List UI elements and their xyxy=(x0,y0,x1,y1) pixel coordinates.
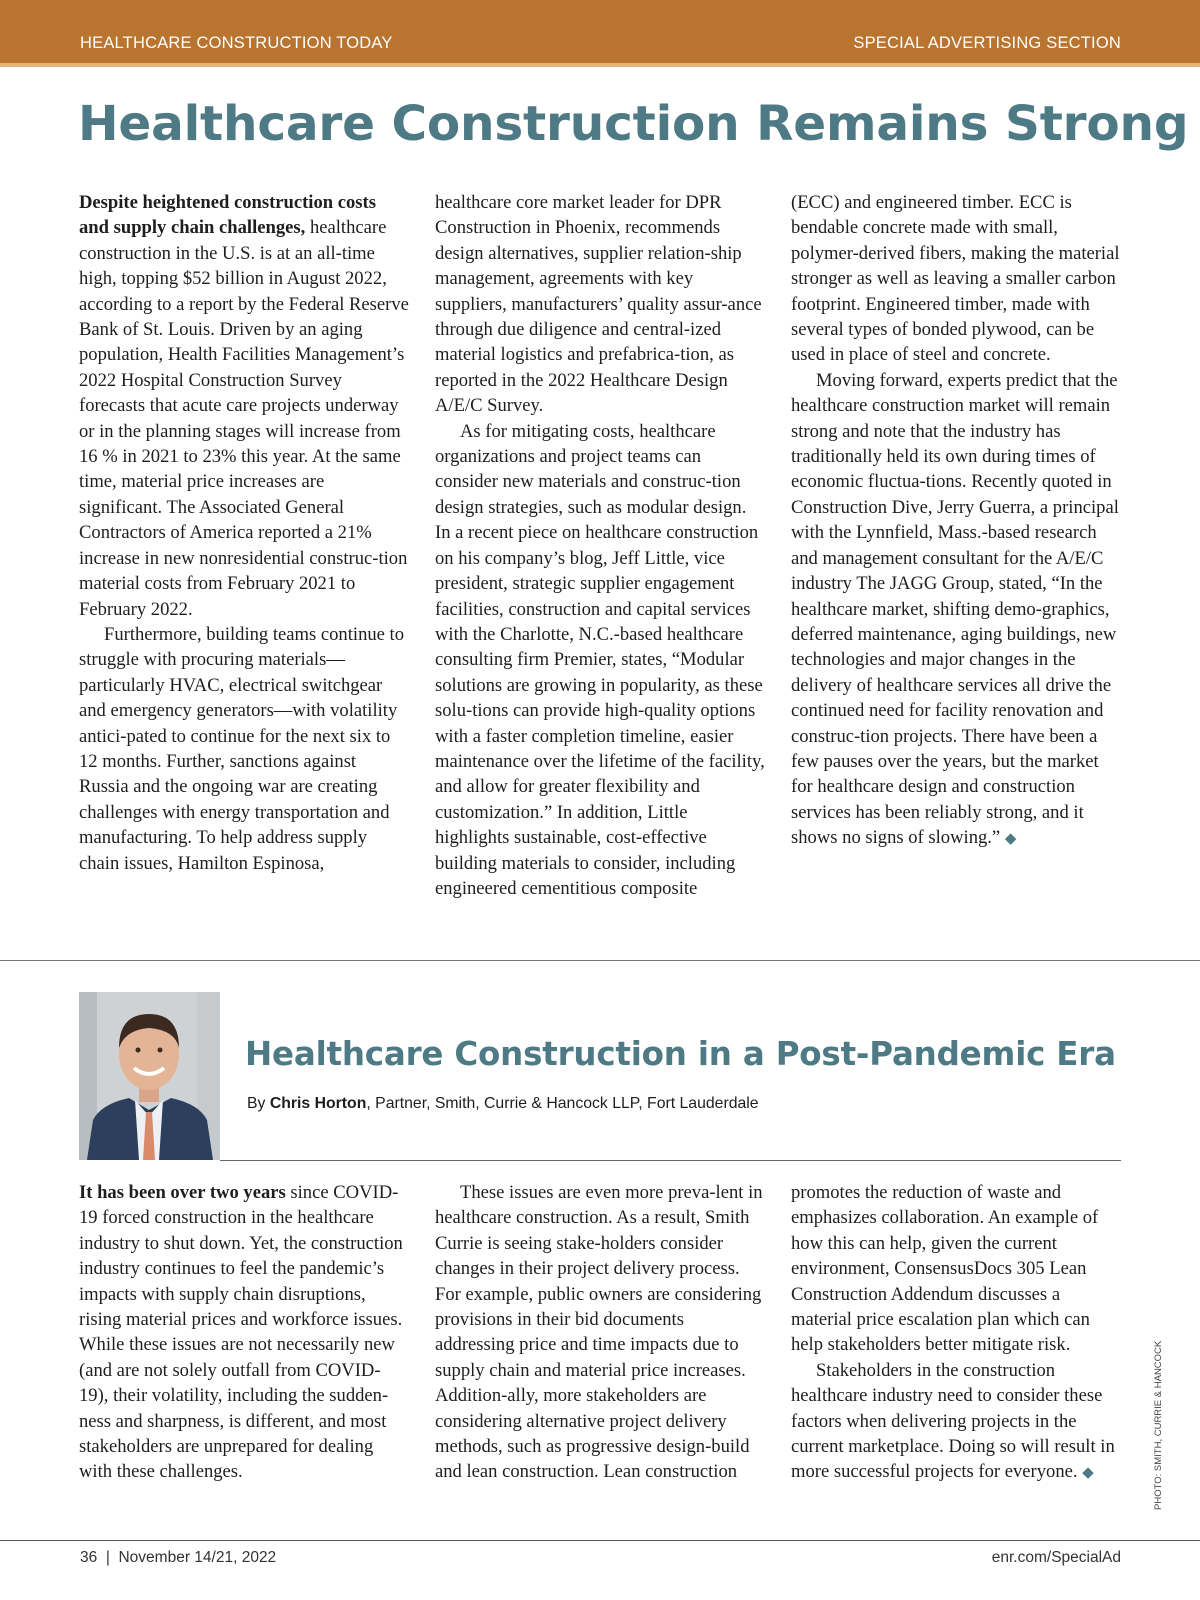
paragraph xyxy=(791,368,1121,853)
paragraph-text: healthcare construction in the U.S. is at an all-time high, topping $52 billion in August 2022, according to a report by the Federal Reserve Bank of St. Louis. Driven by an aging population, Health Facilities Management’s 2022 Hospital Construction Survey forecasts that acute care projects underway or in the planning stages will increase from 16 % in 2021 to 23% this year. At the same time, material price increases are significant. The Associated General Contractors of America reported a 21% increase in new nonresidential construc-tion material costs from February 2021 to February 2022. xyxy=(79,217,409,620)
paragraph: promotes the reduction of waste and emphasizes collaboration. An example of how this can help, given the current environment, ConsensusDocs 305 Lean Construction Addendum discusses a material price escalation plan which can help stakeholders better mitigate risk. xyxy=(791,1182,1099,1356)
author-affiliation: , Partner, Smith, Currie & Hancock LLP, Fort Lauderdale xyxy=(366,1095,759,1112)
lead-in: Despite heightened construction costs and supply chain challenges, xyxy=(79,192,376,239)
author-name: Chris Horton xyxy=(269,1095,367,1112)
page-folio: 36 | November 14/21, 2022 xyxy=(80,1549,277,1566)
footer-url: enr.com/SpecialAd xyxy=(991,1549,1121,1566)
paragraph-text: Stakeholders in the construction healthcare industry need to consider these factors when delivering projects in the current marketplace. Doing so will result in more successful projects for everyone. xyxy=(791,1359,1115,1483)
byline xyxy=(247,1095,759,1113)
column-1 xyxy=(79,190,409,901)
paragraph xyxy=(791,1358,1121,1487)
paragraph xyxy=(79,190,409,622)
paragraph xyxy=(79,1180,409,1485)
byline-prefix: By xyxy=(247,1095,270,1112)
article-headline: Healthcare Construction Remains Strong xyxy=(78,96,1189,152)
end-mark-icon: ◆ xyxy=(1004,831,1017,848)
article-subheadline: Healthcare Construction in a Post-Pandemic Era xyxy=(245,1035,1116,1073)
paragraph: These issues are even more preva-lent in healthcare construction. As a result, Smith Currie is seeing stake-holders consider changes in their project delivery process. For example, public owners are considering provisions in their bid documents addressing price and time impacts due to supply chain and material price increases. Addition-ally, more stakeholders are considering alternative project delivery methods, such as progressive design-build and lean construction. Lean construction xyxy=(435,1182,763,1483)
portrait-image xyxy=(79,992,220,1160)
article-body-1 xyxy=(79,190,1121,901)
column-2 xyxy=(435,190,765,901)
lead-in: It has been over two years xyxy=(79,1182,286,1203)
section-name: HEALTHCARE CONSTRUCTION TODAY xyxy=(80,34,393,52)
footer-rule xyxy=(0,1540,1200,1541)
paragraph: As for mitigating costs, healthcare organizations and project teams can consider new materials and construc-tion design strategies, such as modular design. In a recent piece on healthcare construction on his company’s blog, Jeff Little, vice president, strategic supplier engagement facilities, construction and capital services with the Charlotte, N.C.-based healthcare consulting firm Premier, states, “Modular solutions are growing in popularity, as these solu-tions can provide high-quality options with a faster completion timeline, easier maintenance over the lifetime of the facility, and allow for greater flexibility and customization.” In addition, Little highlights sustainable, cost-effective building materials to consider, including engineered cementitious composite xyxy=(435,420,765,899)
column-1 xyxy=(79,1180,409,1487)
paragraph: (ECC) and engineered timber. ECC is bendable concrete made with small, polymer-derived fibers, making the material stronger as well as leaving a smaller carbon footprint. Engineered timber, made with several types of bonded plywood, can be used in place of steel and concrete. xyxy=(791,192,1120,366)
end-mark-icon: ◆ xyxy=(1082,1465,1094,1482)
paragraph: healthcare core market leader for DPR Construction in Phoenix, recommends design alternatives, supplier relation-ship management, agreements with key suppliers, manufacturers’ quality assur-ance through due diligence and central-ized material logistics and prefabrica-tion, as reported in the 2022 Healthcare Design A/E/C Survey. xyxy=(435,192,762,417)
article-body-2 xyxy=(79,1180,1121,1487)
advertising-label: SPECIAL ADVERTISING SECTION xyxy=(853,34,1121,52)
section-divider xyxy=(0,960,1200,961)
section-banner xyxy=(0,0,1200,67)
photo-credit: PHOTO: SMITH, CURRIE & HANCOCK xyxy=(1153,1340,1164,1510)
column-3 xyxy=(791,1180,1121,1487)
column-2 xyxy=(435,1180,765,1487)
paragraph-text: since COVID-19 forced construction in the healthcare industry to shut down. Yet, the construction industry continues to feel the pandemic’s impacts with supply chain disruptions, rising material prices and workforce issues. While these issues are not necessarily new (and are not solely outfall from COVID-19), their volatility, including the sudden-ness and sharpness, is different, and most stakeholders are unprepared for dealing with these challenges. xyxy=(79,1182,403,1483)
author-photo xyxy=(79,992,220,1160)
paragraph-text: Moving forward, experts predict that the healthcare construction market will remain strong and note that the industry has traditionally held its own during times of economic fluctua-tions. Recently quoted in Construction Dive, Jerry Guerra, a principal with the Lynnfield, Mass.-based research and management consultant for the A/E/C industry The JAGG Group, stated, “In the healthcare market, shifting demo-graphics, deferred maintenance, aging buildings, new technologies and major changes in the delivery of healthcare services all drive the continued need for facility renovation and construc-tion projects. There have been a few pauses over the years, but the market for healthcare design and construction services has been reliably strong, and it shows no signs of slowing.” xyxy=(791,369,1119,849)
byline-rule xyxy=(220,1160,1121,1161)
paragraph: Furthermore, building teams continue to struggle with procuring materials—particularly HVAC, electrical switchgear and emergency generators—with volatility antici-pated to continue for the next six to 12 months. Further, sanctions against Russia and the ongoing war are creating challenges with energy transportation and manufacturing. To help address supply chain issues, Hamilton Espinosa, xyxy=(79,623,405,874)
column-3 xyxy=(791,190,1121,901)
